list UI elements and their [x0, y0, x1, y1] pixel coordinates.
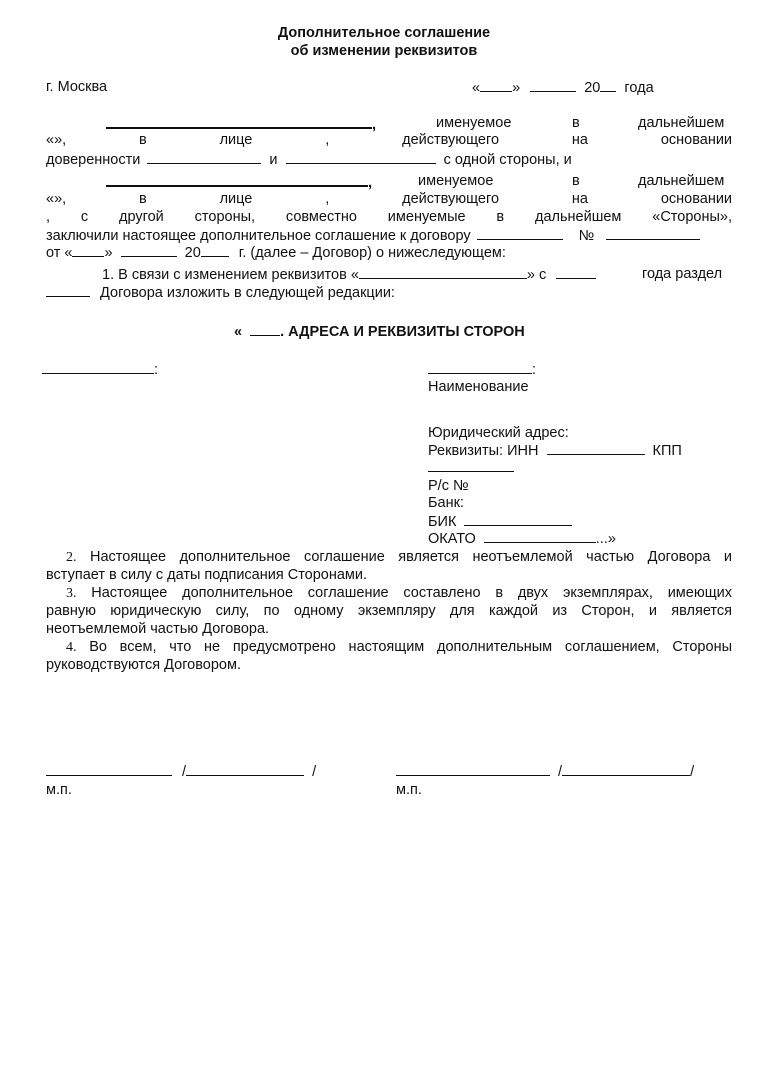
right-signature-name-blank[interactable]	[562, 762, 690, 776]
left-party-label: :	[42, 360, 158, 379]
clause1-line2: Договора изложить в следующей редакции:	[46, 283, 395, 302]
party1-poa-date-blank[interactable]	[286, 150, 436, 164]
contract-number-blank[interactable]	[477, 226, 563, 240]
bik-blank[interactable]	[464, 512, 572, 526]
party1-line3: доверенности и с одной стороны, и	[46, 152, 572, 168]
party1-name-blank[interactable]	[106, 114, 372, 129]
day-blank[interactable]	[480, 78, 512, 92]
party2-line3: , с другой стороны, совместно именуемые в дальнейшем «Стороны»,	[46, 209, 732, 225]
left-signature-name-blank[interactable]	[186, 762, 304, 776]
left-party-name-blank[interactable]	[42, 360, 154, 374]
party2-name-line: ,	[106, 172, 372, 192]
right-stamp-label: м.п.	[396, 782, 422, 798]
party1-poa-number-blank[interactable]	[147, 150, 261, 164]
left-signature-line: / /	[46, 762, 316, 781]
party1-text: дальнейшем	[638, 115, 725, 131]
requisites-bank: Банк:	[428, 495, 464, 511]
left-stamp-label: м.п.	[46, 782, 72, 798]
clause2-line1: 2. Настоящее дополнительное соглашение является неотъемлемой частью Договора и	[66, 549, 733, 565]
clause1-text: года раздел	[642, 266, 723, 282]
requisites-okato-line: ОКАТО ...»	[428, 531, 616, 547]
requisites-inn-line: Реквизиты: ИНН КПП	[428, 443, 682, 459]
kpp-line	[428, 458, 514, 477]
right-signature-blank[interactable]	[396, 762, 550, 776]
document-title-line1: Дополнительное соглашение	[277, 25, 491, 41]
contract-month-blank[interactable]	[121, 243, 177, 257]
party1-text: в	[572, 115, 580, 131]
section-number-blank[interactable]	[46, 283, 90, 297]
party2-name-blank[interactable]	[106, 172, 368, 187]
city: г. Москва	[46, 79, 108, 95]
clause3-line1: 3. Настоящее дополнительное соглашение составлено в двух экземплярах, имеющих	[66, 585, 732, 601]
clause3-line3: неотъемлемой частью Договора.	[46, 621, 270, 637]
section-heading-number-blank[interactable]	[250, 322, 280, 336]
right-party-label: :	[428, 360, 536, 379]
party2-text: дальнейшем	[638, 173, 725, 189]
clause1-line1: 1. В связи с изменением реквизитов « » с	[102, 265, 596, 284]
clause3-line2: равную юридическую силу, по одному экземпляру для каждой из Сторон, и является	[46, 603, 732, 619]
document-title-line2: об изменении реквизитов	[290, 43, 478, 59]
section-heading: « . АДРЕСА И РЕКВИЗИТЫ СТОРОН	[234, 324, 525, 340]
requisites-owner-blank[interactable]	[359, 265, 527, 279]
contract-no-blank[interactable]	[606, 226, 700, 240]
clause2-line2: вступает в силу с даты подписания Сторонами.	[46, 567, 368, 583]
contract-year-blank[interactable]	[201, 243, 229, 257]
requisites-address: Юридический адрес:	[428, 425, 569, 441]
party1-line2: «», в лице , действующего на основании	[46, 132, 733, 148]
requisites-account: Р/с №	[428, 478, 469, 494]
party1-name-line: ,	[106, 114, 376, 134]
okato-blank[interactable]	[484, 529, 596, 543]
year-blank[interactable]	[600, 78, 616, 92]
clause4-line1: 4. Во всем, что не предусмотрено настоящим дополнительным соглашением, Стороны	[66, 639, 732, 655]
inn-blank[interactable]	[547, 441, 645, 455]
kpp-blank[interactable]	[428, 458, 514, 472]
date-line: « » 20 года	[472, 80, 654, 96]
party2-text: именуемое	[418, 173, 494, 189]
clause4-line2: руководствуются Договором.	[46, 657, 241, 673]
contract-day-blank[interactable]	[72, 243, 104, 257]
left-signature-blank[interactable]	[46, 762, 172, 776]
requisites-name: Наименование	[428, 379, 529, 395]
party1-text: именуемое	[436, 115, 512, 131]
party2-text: в	[572, 173, 580, 189]
party2-line2: «», в лице , действующего на основании	[46, 191, 733, 207]
requisites-bik-line: БИК	[428, 512, 572, 531]
right-party-name-blank[interactable]	[428, 360, 532, 374]
right-signature-line: / /	[396, 762, 694, 781]
month-blank[interactable]	[530, 78, 576, 92]
party2-line4: заключили настоящее дополнительное соглашение к договору №	[46, 226, 700, 245]
party2-line5: от « » 20 г. (далее – Договор) о нижеследующем:	[46, 245, 506, 261]
change-date-blank[interactable]	[556, 265, 596, 279]
